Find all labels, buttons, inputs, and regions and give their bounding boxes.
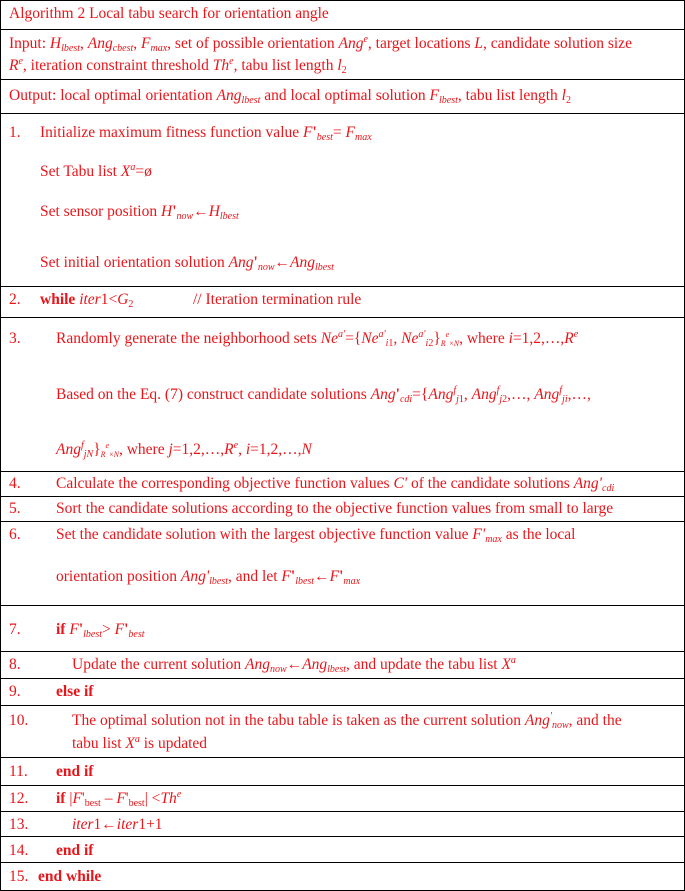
step-6-num: 6. xyxy=(9,526,21,543)
step-13-num: 13. xyxy=(9,816,29,833)
step-9-num: 9. xyxy=(9,683,21,700)
input-line-2: $R^e$, iteration constraint threshold Th$^e$, tabu list length $l_2$ xyxy=(9,56,347,76)
step-13-text: iter1←iter1+1 xyxy=(72,816,163,833)
input-line-1: Input: $H_{lbest}$, Ang$_{cbest}$, $F_{max}$, set of possible orientation Ang$^e$, target locations L, candidate solution size xyxy=(9,34,632,54)
step-2-num: 2. xyxy=(9,291,21,308)
step-4-text: Calculate the corresponding objective function values C' of the candidate solutions $Ang'_{cdi}$ xyxy=(56,475,615,494)
algorithm-title: Algorithm 2 Local tabu search for orientation angle xyxy=(9,5,329,22)
step-12-text: if $|F'_{best} - F'_{best}| <Th^e$ xyxy=(56,789,182,809)
step-1-sensor: Set sensor position $H'_{now}\leftarrow H_{lbest}$ xyxy=(40,203,239,222)
step-2-comment: // Iteration termination rule xyxy=(193,291,362,308)
step-11-num: 11. xyxy=(9,763,28,780)
step-11-text: end if xyxy=(56,763,94,780)
step-9-text: else if xyxy=(56,683,94,700)
step-1-text: Initialize maximum fitness function value $F'_{best}= F_{max}$ xyxy=(40,124,372,143)
step-12-num: 12. xyxy=(9,790,29,807)
step-8-num: 8. xyxy=(9,656,21,673)
step-10-num: 10. xyxy=(9,712,29,729)
step-1-orientation: Set initial orientation solution $Ang'_{now}\leftarrow Ang_{lbest}$ xyxy=(40,254,334,273)
step-5-text: Sort the candidate solutions according to the objective function values from small to large xyxy=(56,500,614,517)
step-10-line-1: The optimal solution not in the tabu table is taken as the current solution Ang'$_{now}$, and the xyxy=(72,711,622,731)
output-line: Output: local optimal orientation Ang$_{lbest}$ and local optimal solution $F_{lbest}$, tabu list length $l_2$ xyxy=(9,87,571,106)
step-10-line-2: tabu list $X^a$ is updated xyxy=(72,734,208,752)
step-1-num: 1. xyxy=(9,124,21,141)
step-14-text: end if xyxy=(56,842,94,859)
step-3-num: 3. xyxy=(9,330,21,347)
step-7-num: 7. xyxy=(9,621,21,638)
step-3-line-1: Randomly generate the neighborhood sets $Ne^{a'}=\{Ne^{a'}_{i1}$, $Ne^{a'}_{i2}\}_R^e_{\times N}$, where $i=1,2,\dots,R^e$ xyxy=(56,329,579,349)
step-4-num: 4. xyxy=(9,475,21,492)
step-6-line-1: Set the candidate solution with the largest objective function value $F'_{max}$ as the local xyxy=(56,526,576,545)
step-6-line-2: orientation position $Ang'_{lbest}$, and let $F'_{lbest}\leftarrow F'_{max}$ xyxy=(56,568,361,587)
step-15-num: 15. xyxy=(9,868,29,885)
step-3-line-3: $Ang^f_{jN}\}_R^e_{\times N}$, where $j=1,2,\dots,R^e$, i=1,2,…,N xyxy=(56,440,312,460)
step-7-text: if $F'_{lbest}> F'_{best}$ xyxy=(56,621,145,640)
step-15-text: end while xyxy=(38,868,102,885)
step-5-num: 5. xyxy=(9,500,21,517)
step-14-num: 14. xyxy=(9,842,29,859)
step-8-text: Update the current solution Ang$_{now}$←Ang$_{lbest}$, and update the tabu list $X^a$ xyxy=(72,655,516,675)
step-2-text: while $iter1<G_2$ xyxy=(40,291,134,310)
step-1-tabu: Set Tabu list $X^a=ø$ xyxy=(40,162,152,180)
step-3-line-2: Based on the Eq. (7) construct candidate solutions $Ang'_{cdi}=\{Ang^f_{j1}$, Ang$^f_{j2}$,…, Ang$^f_{ji}$,…, xyxy=(56,385,591,405)
